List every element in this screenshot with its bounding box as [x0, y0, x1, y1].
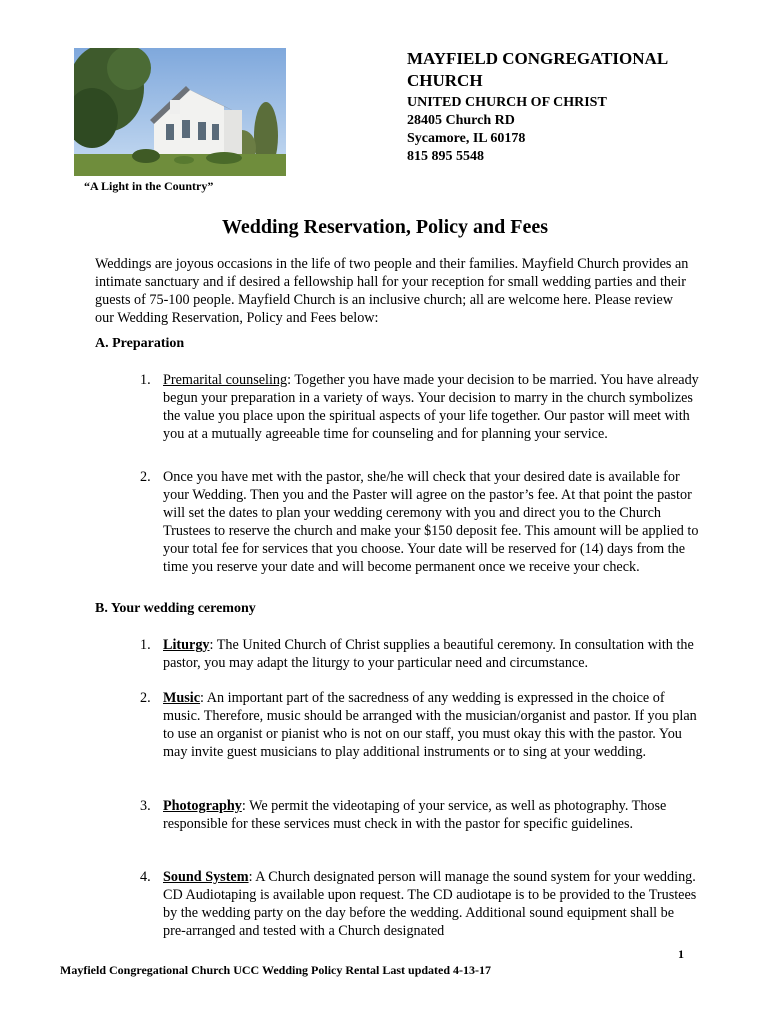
- page-footer: Mayfield Congregational Church UCC Wedding Policy Rental Last updated 4-13-17: [60, 963, 492, 977]
- list-item: [140, 689, 700, 761]
- church-photo: [74, 48, 286, 176]
- item-number: 1.: [140, 372, 151, 388]
- item-body: An important part of the sacredness of any wedding is expressed in the choice of music. Therefore, music should be arranged with the musician/organist and pastor. If you plan to use an organist or pianist who is not on our staff, you must okay this with the pastor. You may invite guest musicians to play additional instruments or to sing at your wedding.: [163, 690, 697, 760]
- denomination: UNITED CHURCH OF CHRIST: [407, 95, 607, 110]
- item-separator: :: [209, 637, 214, 653]
- page-title: Wedding Reservation, Policy and Fees: [221, 216, 549, 238]
- item-number: 2.: [140, 469, 151, 485]
- item-body: The United Church of Christ supplies a beautiful ceremony. In consultation with the pastor, you may adapt the liturgy to your particular need and circumstance.: [163, 637, 694, 671]
- list-item: [140, 371, 700, 443]
- church-tagline: “A Light in the Country”: [84, 179, 214, 193]
- item-separator: :: [200, 690, 204, 706]
- church-name-line-2: CHURCH: [407, 71, 483, 90]
- item-term: Sound System: [163, 869, 249, 885]
- page-number: 1: [678, 947, 684, 961]
- item-text: [163, 797, 700, 833]
- section-b-heading: B. Your wedding ceremony: [95, 601, 256, 616]
- item-text: [163, 371, 700, 443]
- item-term: Photography: [163, 798, 242, 814]
- list-item: [140, 868, 700, 940]
- item-separator: :: [241, 798, 246, 814]
- street-address: 28405 Church RD: [407, 113, 515, 128]
- item-separator: :: [287, 372, 292, 388]
- item-body: We permit the videotaping of your service, as well as photography. Those responsible for these services must check in with the pastor for specific guidelines.: [163, 798, 667, 832]
- list-item: [140, 468, 700, 576]
- phone-number: 815 895 5548: [407, 149, 484, 164]
- section-a-heading: A. Preparation: [95, 336, 185, 351]
- church-name-line-1: MAYFIELD CONGREGATIONAL: [407, 49, 669, 68]
- item-number: 1.: [140, 637, 151, 653]
- item-term: Music: [163, 690, 201, 706]
- item-text: [163, 636, 700, 672]
- item-separator: :: [248, 869, 253, 885]
- item-body: Once you have met with the pastor, she/he will check that your desired date is available for your Wedding. Then you and the Paster will agree on the pastor’s fee. At that point the pastor will set the dates to plan your wedding ceremony with you and direct you to the Church Trustees to reserve the church and make your $150 deposit fee. This amount will be applied to your total fee for services that you choose. Your date will be reserved for (14) days from the time you reserve your date and will become permanent once we receive your check.: [163, 469, 699, 575]
- city-address: Sycamore, IL 60178: [407, 131, 526, 146]
- item-text: [163, 689, 700, 761]
- item-term: Premarital counseling: [163, 372, 288, 388]
- church-header: [407, 48, 707, 166]
- church-illustration: [74, 48, 286, 176]
- item-body: Together you have made your decision to be married. You have already begun your preparation in a variety of ways. Your decision to marry in the church symbolizes the value you place upon the spiritual aspects of your life together. Our pastor will meet with you at a mutually agreeable time for counseling and for planning your service.: [163, 372, 699, 442]
- list-item: [140, 797, 700, 833]
- item-term: Liturgy: [163, 637, 210, 653]
- item-body: A Church designated person will manage the sound system for your wedding. CD Audiotaping is available upon request. The CD audiotape is to be provided to the Trustees by the wedding party on the day before the wedding. Additional sound equipment shall be pre-arranged and tested with a Church designated: [163, 869, 697, 939]
- item-number: 2.: [140, 690, 151, 706]
- list-item: [140, 636, 700, 672]
- item-number: 4.: [140, 869, 151, 885]
- item-number: 3.: [140, 798, 151, 814]
- item-text: [163, 868, 700, 940]
- intro-paragraph: Weddings are joyous occasions in the life of two people and their families. Mayfield Church provides an intimate sanctuary and if desired a fellowship hall for your reception for small wedding parties and their guests of 75-100 people. Mayfield Church is an inclusive church; all are welcome here. Please review our Wedding Reservation, Policy and Fees below:: [95, 256, 689, 326]
